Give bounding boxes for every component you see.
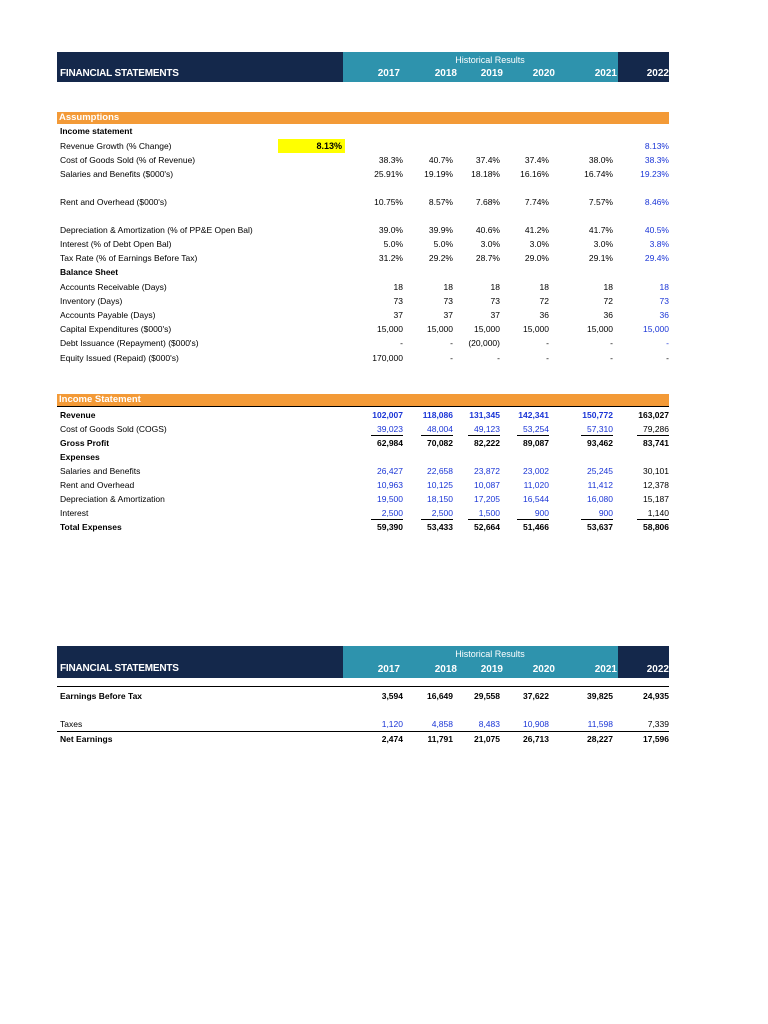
- value-cell-1: 22,658: [427, 466, 453, 476]
- revenue-growth-input-value: 8.13%: [316, 141, 342, 151]
- value-cell-2: 18: [490, 282, 500, 292]
- value-cell-4: 72: [603, 296, 613, 306]
- cogs-underline-5: [637, 435, 669, 436]
- value-cell-3: 41.2%: [524, 225, 549, 235]
- row-label: Gross Profit: [60, 438, 110, 448]
- value-cell-2: 49,123: [474, 424, 500, 434]
- income-statement-row: [0, 478, 768, 492]
- bottom-header-year-2021: 2021: [594, 664, 617, 675]
- value-cell-0: 37: [393, 310, 403, 320]
- value-cell-4: 3.0%: [593, 239, 613, 249]
- value-cell-5: 8.46%: [644, 197, 669, 207]
- income-statement-row: [0, 492, 768, 506]
- value-cell-0: 39.0%: [378, 225, 403, 235]
- value-cell-4: 57,310: [587, 424, 613, 434]
- assumptions-row: [0, 265, 768, 279]
- value-cell-5: 7,339: [647, 719, 669, 729]
- value-cell-5: 15,187: [643, 494, 669, 504]
- taxes-underline-0: [371, 731, 403, 732]
- row-label: Expenses: [60, 452, 100, 462]
- value-cell-5: 40.5%: [644, 225, 669, 235]
- value-cell-3: 18: [539, 282, 549, 292]
- assumptions-row: [0, 308, 768, 322]
- taxes-underline-3: [517, 731, 549, 732]
- interest-underline-1: [421, 519, 453, 520]
- value-cell-3: 36: [539, 310, 549, 320]
- value-cell-2: 7.68%: [475, 197, 500, 207]
- value-cell-0: 62,984: [377, 438, 403, 448]
- value-cell-1: -: [450, 338, 453, 348]
- value-cell-3: 26,713: [523, 734, 549, 744]
- value-cell-4: 16,080: [587, 494, 613, 504]
- value-cell-4: 39,825: [587, 691, 613, 701]
- row-label: Accounts Receivable (Days): [60, 282, 167, 292]
- value-cell-5: -: [666, 353, 669, 363]
- income-statement-section-bar: [57, 394, 669, 406]
- row-label: Earnings Before Tax: [60, 691, 143, 701]
- value-cell-4: 38.0%: [588, 155, 613, 165]
- earnings-row: [0, 732, 768, 746]
- value-cell-2: -: [497, 353, 500, 363]
- value-cell-3: 53,254: [523, 424, 549, 434]
- assumptions-section-bar: [57, 112, 669, 124]
- value-cell-1: 53,433: [427, 522, 453, 532]
- row-label: Accounts Payable (Days): [60, 310, 156, 320]
- value-cell-2: 23,872: [474, 466, 500, 476]
- value-cell-0: 15,000: [377, 324, 403, 334]
- value-cell-0: 31.2%: [378, 253, 403, 263]
- value-cell-4: 11,412: [587, 480, 613, 490]
- row-label: Debt Issuance (Repayment) ($000's): [60, 338, 199, 348]
- row-label: Tax Rate (% of Earnings Before Tax): [60, 253, 198, 263]
- row-label: Depreciation & Amortization (% of PP&E Open Bal): [60, 225, 253, 235]
- value-cell-2: 40.6%: [475, 225, 500, 235]
- assumptions-row: [0, 336, 768, 350]
- income-statement-row: [0, 436, 768, 450]
- value-cell-1: 37: [443, 310, 453, 320]
- assumptions-row: [0, 139, 768, 153]
- value-cell-0: 26,427: [377, 466, 403, 476]
- value-cell-0: 59,390: [377, 522, 403, 532]
- row-label: Balance Sheet: [60, 267, 119, 277]
- value-cell-4: -: [610, 338, 613, 348]
- value-cell-5: 18: [659, 282, 669, 292]
- value-cell-0: 18: [393, 282, 403, 292]
- value-cell-1: 29.2%: [428, 253, 453, 263]
- value-cell-3: -: [546, 353, 549, 363]
- cogs-underline-0: [371, 435, 403, 436]
- value-cell-2: 10,087: [474, 480, 500, 490]
- top-header-year-2020: 2020: [532, 68, 555, 79]
- value-cell-1: 48,004: [427, 424, 453, 434]
- row-label: Cost of Goods Sold (COGS): [60, 424, 167, 434]
- earnings-row: [0, 717, 768, 731]
- value-cell-3: 23,002: [523, 466, 549, 476]
- value-cell-2: 8,483: [478, 719, 500, 729]
- income-statement-row: [0, 506, 768, 520]
- income-statement-section-title: Income Statement: [59, 394, 141, 405]
- value-cell-2: 18.18%: [471, 169, 500, 179]
- cogs-underline-1: [421, 435, 453, 436]
- bottom-header-year-2019: 2019: [480, 664, 503, 675]
- value-cell-1: 118,086: [422, 410, 453, 420]
- row-label: Equity Issued (Repaid) ($000's): [60, 353, 179, 363]
- cogs-underline-3: [517, 435, 549, 436]
- income-statement-row: [0, 464, 768, 478]
- value-cell-0: 2,474: [381, 734, 403, 744]
- value-cell-0: 1,120: [381, 719, 403, 729]
- value-cell-4: 29.1%: [588, 253, 613, 263]
- row-label: Interest: [60, 508, 89, 518]
- value-cell-4: 18: [603, 282, 613, 292]
- value-cell-3: 142,341: [518, 410, 549, 420]
- taxes-underline-4: [581, 731, 613, 732]
- assumptions-row: [0, 167, 768, 181]
- value-cell-3: 10,908: [523, 719, 549, 729]
- value-cell-0: 39,023: [377, 424, 403, 434]
- value-cell-2: (20,000): [468, 338, 500, 348]
- value-cell-5: 17,596: [643, 734, 669, 744]
- row-label: Rent and Overhead: [60, 480, 135, 490]
- assumptions-section-title: Assumptions: [59, 112, 120, 123]
- value-cell-0: 10.75%: [374, 197, 403, 207]
- value-cell-1: 19.19%: [424, 169, 453, 179]
- value-cell-0: 3,594: [381, 691, 403, 701]
- value-cell-2: 1,500: [478, 508, 500, 518]
- value-cell-5: 19.23%: [640, 169, 669, 179]
- value-cell-4: 11,598: [587, 719, 613, 729]
- value-cell-3: 15,000: [523, 324, 549, 334]
- value-cell-5: 36: [659, 310, 669, 320]
- value-cell-0: -: [400, 338, 403, 348]
- value-cell-4: 16.74%: [584, 169, 613, 179]
- value-cell-3: 11,020: [523, 480, 549, 490]
- top-header-year-2019: 2019: [480, 68, 503, 79]
- value-cell-3: 900: [534, 508, 549, 518]
- value-cell-3: 89,087: [523, 438, 549, 448]
- value-cell-2: 3.0%: [480, 239, 500, 249]
- taxes-underline-1: [421, 731, 453, 732]
- value-cell-5: 24,935: [643, 691, 669, 701]
- value-cell-1: 40.7%: [428, 155, 453, 165]
- interest-underline-5: [637, 519, 669, 520]
- income-statement-heading: Income statement: [60, 126, 133, 136]
- interest-underline-2: [468, 519, 500, 520]
- top-header-year-2018: 2018: [434, 68, 457, 79]
- value-cell-4: 7.57%: [588, 197, 613, 207]
- value-cell-4: 28,227: [587, 734, 613, 744]
- value-cell-2: 21,075: [474, 734, 500, 744]
- value-cell-5: 15,000: [643, 324, 669, 334]
- row-label: Cost of Goods Sold (% of Revenue): [60, 155, 196, 165]
- value-cell-5: 29.4%: [644, 253, 669, 263]
- bottom-header-year-2018: 2018: [434, 664, 457, 675]
- value-cell-3: 51,466: [523, 522, 549, 532]
- row-label: Capital Expenditures ($000's): [60, 324, 172, 334]
- value-cell-3: 3.0%: [529, 239, 549, 249]
- earnings-top-rule: [57, 686, 669, 687]
- value-cell-1: 73: [443, 296, 453, 306]
- value-cell-0: 5.0%: [383, 239, 403, 249]
- value-cell-4: 41.7%: [588, 225, 613, 235]
- value-cell-1: 15,000: [427, 324, 453, 334]
- value-cell-2: 82,222: [474, 438, 500, 448]
- value-cell-3: 7.74%: [524, 197, 549, 207]
- value-cell-0: 19,500: [377, 494, 403, 504]
- value-cell-1: 70,082: [427, 438, 453, 448]
- value-cell-0: 10,963: [377, 480, 403, 490]
- income-statement-bar-underline: [57, 406, 669, 407]
- value-cell-2: 37: [490, 310, 500, 320]
- value-cell-4: 900: [598, 508, 613, 518]
- value-cell-3: -: [546, 338, 549, 348]
- interest-underline-4: [581, 519, 613, 520]
- value-cell-5: 79,286: [643, 424, 669, 434]
- interest-underline-0: [371, 519, 403, 520]
- value-cell-5: 58,806: [643, 522, 669, 532]
- value-cell-5: 38.3%: [644, 155, 669, 165]
- assumptions-row: [0, 223, 768, 237]
- value-cell-1: 11,791: [427, 734, 453, 744]
- income-statement-heading-row: [0, 124, 768, 138]
- value-cell-0: 38.3%: [378, 155, 403, 165]
- value-cell-2: 17,205: [474, 494, 500, 504]
- row-label: Net Earnings: [60, 734, 113, 744]
- assumptions-row: [0, 153, 768, 167]
- value-cell-0: 170,000: [372, 353, 403, 363]
- earnings-row: [0, 689, 768, 703]
- row-label: Revenue Growth (% Change): [60, 141, 172, 151]
- value-cell-2: 52,664: [474, 522, 500, 532]
- value-cell-1: 10,125: [427, 480, 453, 490]
- value-cell-2: 29,558: [474, 691, 500, 701]
- income-statement-row: [0, 422, 768, 436]
- value-cell-1: -: [450, 353, 453, 363]
- income-statement-row: [0, 450, 768, 464]
- value-cell-1: 2,500: [431, 508, 453, 518]
- bottom-header-historical: Historical Results: [455, 649, 525, 659]
- assumptions-row: [0, 351, 768, 365]
- value-cell-1: 18,150: [427, 494, 453, 504]
- row-label: Salaries and Benefits ($000's): [60, 169, 174, 179]
- value-cell-1: 4,858: [431, 719, 453, 729]
- assumptions-row: [0, 237, 768, 251]
- interest-underline-3: [517, 519, 549, 520]
- value-cell-2: 28.7%: [475, 253, 500, 263]
- value-cell-1: 16,649: [427, 691, 453, 701]
- cogs-underline-2: [468, 435, 500, 436]
- value-cell-5: 73: [659, 296, 669, 306]
- value-cell-5: 83,741: [643, 438, 669, 448]
- value-cell-0: 102,007: [372, 410, 403, 420]
- row-label: Total Expenses: [60, 522, 122, 532]
- value-cell-2: 15,000: [474, 324, 500, 334]
- value-cell-3: 29.0%: [524, 253, 549, 263]
- value-cell-3: 16,544: [523, 494, 549, 504]
- value-cell-4: 25,245: [587, 466, 613, 476]
- value-cell-4: -: [610, 353, 613, 363]
- value-cell-4: 93,462: [587, 438, 613, 448]
- top-header-historical: Historical Results: [455, 55, 525, 65]
- value-cell-3: 37,622: [523, 691, 549, 701]
- income-statement-row: [0, 520, 768, 534]
- value-cell-5: -: [666, 338, 669, 348]
- row-label: Depreciation & Amortization: [60, 494, 165, 504]
- assumptions-row: [0, 280, 768, 294]
- bottom-header-year-2022: 2022: [646, 664, 669, 675]
- assumptions-row: [0, 251, 768, 265]
- top-header-year-2021: 2021: [594, 68, 617, 79]
- value-cell-0: 25.91%: [374, 169, 403, 179]
- taxes-underline-5: [637, 731, 669, 732]
- value-cell-2: 131,345: [469, 410, 500, 420]
- top-header-year-2017: 2017: [377, 68, 400, 79]
- row-label: Revenue: [60, 410, 96, 420]
- value-cell-0: 2,500: [381, 508, 403, 518]
- value-cell-5: 30,101: [643, 466, 669, 476]
- bottom-header-year-2017: 2017: [377, 664, 400, 675]
- assumptions-row: [0, 195, 768, 209]
- value-cell-1: 18: [443, 282, 453, 292]
- row-label: Rent and Overhead ($000's): [60, 197, 167, 207]
- income-statement-row: [0, 408, 768, 422]
- row-label: Inventory (Days): [60, 296, 123, 306]
- top-header-title: FINANCIAL STATEMENTS: [60, 68, 179, 79]
- value-cell-1: 8.57%: [428, 197, 453, 207]
- value-cell-4: 150,772: [582, 410, 613, 420]
- value-cell-0: 73: [393, 296, 403, 306]
- value-cell-5: 1,140: [647, 508, 669, 518]
- row-label: Salaries and Benefits: [60, 466, 141, 476]
- value-cell-3: 72: [539, 296, 549, 306]
- assumptions-row: [0, 322, 768, 336]
- taxes-underline-2: [468, 731, 500, 732]
- row-label: Interest (% of Debt Open Bal): [60, 239, 172, 249]
- value-cell-2: 73: [490, 296, 500, 306]
- value-cell-4: 53,637: [587, 522, 613, 532]
- value-cell-3: 37.4%: [524, 155, 549, 165]
- value-cell-4: 15,000: [587, 324, 613, 334]
- row-label: Taxes: [60, 719, 83, 729]
- value-cell-2: 37.4%: [475, 155, 500, 165]
- value-cell-3: 16.16%: [520, 169, 549, 179]
- bottom-header-title: FINANCIAL STATEMENTS: [60, 663, 179, 674]
- value-cell-4: 36: [603, 310, 613, 320]
- value-cell-5: 163,027: [638, 410, 669, 420]
- value-cell-5: 8.13%: [644, 141, 669, 151]
- value-cell-1: 5.0%: [433, 239, 453, 249]
- value-cell-5: 3.8%: [649, 239, 669, 249]
- cogs-underline-4: [581, 435, 613, 436]
- assumptions-row: [0, 294, 768, 308]
- value-cell-1: 39.9%: [428, 225, 453, 235]
- top-header-year-2022: 2022: [646, 68, 669, 79]
- net-earnings-rule: [57, 731, 669, 732]
- value-cell-5: 12,378: [643, 480, 669, 490]
- bottom-header-year-2020: 2020: [532, 664, 555, 675]
